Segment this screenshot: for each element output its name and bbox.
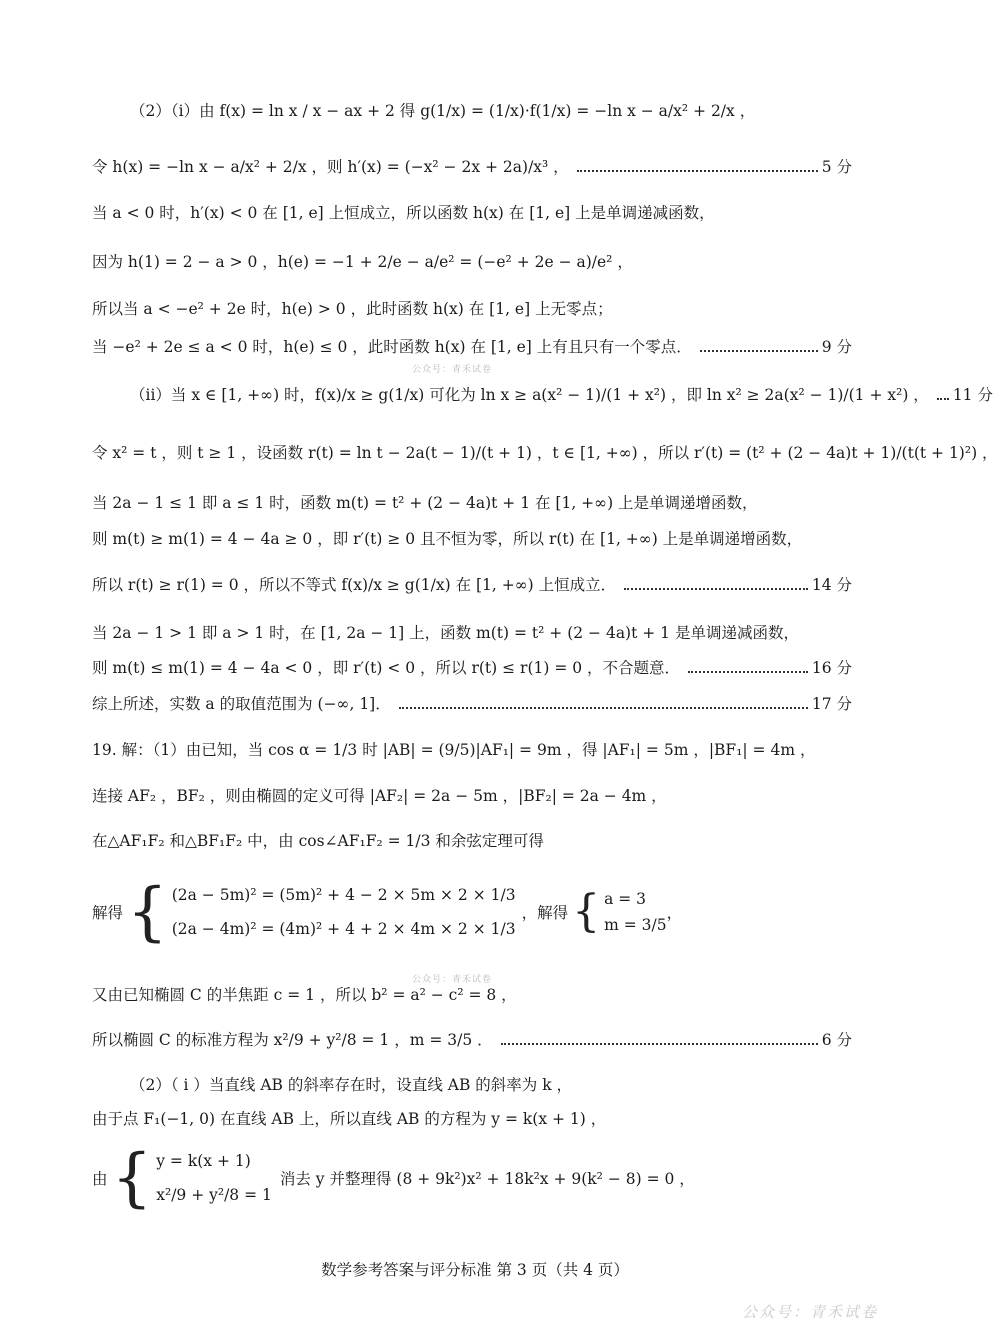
page-footer: 数学参考答案与评分标准 第 3 页（共 4 页） [321, 1261, 629, 1279]
left-brace: { [572, 886, 601, 937]
equation-2: (2a − 4m)² = (4m)² + 4 + 2 × 4m × 2 × 1/3 [171, 920, 516, 938]
solution-line-8 [92, 444, 998, 462]
line-text: 19. 解：（1）由已知，当 cos α = 1/3 时 |AB| = (9/5)|AF₁| = 9m ，得 |AF₁| = 5m ，|BF₁| = 4m ， [92, 741, 816, 759]
solution-line-7 [130, 386, 993, 404]
line-text: 当 a < 0 时，h′(x) < 0 在 [1, e] 上恒成立，所以函数 h(x) 在 [1, e] 上是单调递减函数， [92, 204, 715, 222]
equation-system-2 [92, 1141, 695, 1215]
line-text: 令 x² = t ，则 t ≥ 1 ，设函数 r(t) = ln t − 2a(t − 1)/(t + 1) ，t ∈ [1, +∞) ，所以 r′(t) = (t² + (2 − 4a)t + 1)/(t(t + 1)²) ， [92, 444, 998, 462]
system-mid-text: ，解得 [521, 904, 569, 922]
line-text: （ii）当 x ∈ [1, +∞) 时，f(x)/x ≥ g(1/x) 可化为 ln x ≥ a(x² − 1)/(1 + x²) ，即 ln x² ≥ 2a(x² − 1)/(1 + x²) ， [130, 386, 929, 404]
solution-line-6 [92, 340, 852, 356]
system-rest: 消去 y 并整理得 (8 + 9k²)x² + 18k²x + 9(k² − 8) = 0 ， [279, 1170, 695, 1188]
system-label: 解得 [92, 904, 124, 922]
solution-stack [604, 890, 666, 934]
line-text: 所以 r(t) ≥ r(1) = 0 ，所以不等式 f(x)/x ≥ g(1/x) 在 [1, +∞) 上恒成立． [92, 576, 617, 594]
solution-2: m = 3/5 [604, 916, 667, 934]
line-text: 连接 AF₂ ，BF₂ ，则由椭圆的定义可得 |AF₂| = 2a − 5m ，|BF₂| = 2a − 4m ， [92, 787, 667, 805]
solution-line-4 [92, 255, 852, 271]
solution-1: a = 3 [604, 890, 647, 908]
problem-19-line-4 [92, 988, 852, 1004]
score-label: 9 分 [821, 338, 852, 356]
dotted-leader [937, 398, 949, 400]
equation-1: y = k(x + 1) [156, 1152, 251, 1170]
problem-19-line-1 [92, 743, 852, 759]
problem-19-line-3 [92, 834, 852, 850]
problem-19-line-6 [130, 1078, 852, 1094]
line-text: 因为 h(1) = 2 − a > 0 ，h(e) = −1 + 2/e − a/e² = (−e² + 2e − a)/e² ， [92, 253, 633, 271]
system-label: 由 [92, 1170, 108, 1188]
line-text: 则 m(t) ≤ m(1) = 4 − 4a < 0 ，即 r′(t) < 0 ，所以 r(t) ≤ r(1) = 0 ，不合题意． [92, 659, 681, 677]
line-text: 由于点 F₁(−1, 0) 在直线 AB 上，所以直线 AB 的方程为 y = k(x + 1) ， [92, 1110, 607, 1128]
line-text: 综上所述，实数 a 的取值范围为 (−∞, 1]． [92, 695, 391, 713]
dotted-leader [624, 588, 808, 590]
line-text: （2）（ i ）当直线 AB 的斜率存在时，设直线 AB 的斜率为 k ， [130, 1076, 573, 1094]
dotted-leader [700, 350, 818, 352]
solution-line-13 [92, 661, 852, 677]
system-end: ， [666, 904, 683, 922]
line-text: 所以椭圆 C 的标准方程为 x²/9 + y²/8 = 1 ，m = 3/5 ． [92, 1031, 493, 1049]
solution-line-10 [92, 532, 852, 548]
watermark-corner: 公众号：青禾试卷 [742, 1303, 879, 1321]
line-text: 令 h(x) = −ln x − a/x² + 2/x ，则 h′(x) = (−x² − 2x + 2a)/x³ ， [92, 158, 569, 176]
line-text: 则 m(t) ≥ m(1) = 4 − 4a ≥ 0 ，即 r′(t) ≥ 0 且不恒为零，所以 r(t) 在 [1, +∞) 上是单调递增函数， [92, 530, 803, 548]
left-brace: { [111, 1141, 153, 1215]
solution-line-3 [92, 206, 852, 222]
score-label: 17 分 [811, 695, 852, 713]
dotted-leader [501, 1043, 818, 1045]
line-text: 当 −e² + 2e ≤ a < 0 时，h(e) ≤ 0 ，此时函数 h(x) 在 [1, e] 上有且只有一个零点． [92, 338, 692, 356]
watermark-small: 公众号：青禾试卷 [412, 365, 493, 375]
solution-line-9 [92, 496, 852, 512]
line-text: 当 2a − 1 > 1 即 a > 1 时，在 [1, 2a − 1] 上，函数 m(t) = t² + (2 − 4a)t + 1 是单调递减函数， [92, 624, 799, 642]
equation-stack [156, 1152, 272, 1204]
dotted-leader [399, 707, 808, 709]
equation-1: (2a − 5m)² = (5m)² + 4 − 2 × 5m × 2 × 1/3 [171, 886, 516, 904]
solution-line-5 [92, 302, 852, 318]
solution-line-1 [130, 104, 852, 120]
line-text: （2）（i）由 f(x) = ln x / x − ax + 2 得 g(1/x) = (1/x)·f(1/x) = −ln x − a/x² + 2/x ， [130, 102, 756, 120]
equation-2: x²/9 + y²/8 = 1 [156, 1186, 272, 1204]
dotted-leader [577, 170, 818, 172]
score-label: 5 分 [821, 158, 852, 176]
line-text: 当 2a − 1 ≤ 1 即 a ≤ 1 时，函数 m(t) = t² + (2 − 4a)t + 1 在 [1, +∞) 上是单调递增函数， [92, 494, 758, 512]
score-label: 16 分 [811, 659, 852, 677]
score-label: 14 分 [811, 576, 852, 594]
solution-line-2 [92, 160, 852, 176]
problem-19-line-7 [92, 1112, 852, 1128]
line-text: 在△AF₁F₂ 和△BF₁F₂ 中，由 cos∠AF₁F₂ = 1/3 和余弦定理可得 [92, 832, 544, 850]
equation-system-1 [92, 875, 683, 949]
line-text: 所以当 a < −e² + 2e 时，h(e) > 0 ，此时函数 h(x) 在 [1, e] 上无零点； [92, 300, 613, 318]
equation-stack [172, 886, 516, 938]
problem-19-line-2 [92, 789, 852, 805]
solution-line-14 [92, 697, 852, 713]
line-text: 又由已知椭圆 C 的半焦距 c = 1 ，所以 b² = a² − c² = 8 ， [92, 986, 517, 1004]
watermark-small: 公众号：青禾试卷 [412, 975, 493, 985]
score-label: 11 分 [952, 386, 993, 404]
dotted-leader [688, 671, 808, 673]
solution-line-12 [92, 626, 852, 642]
left-brace: { [127, 875, 168, 949]
problem-19-line-5 [92, 1033, 852, 1049]
score-label: 6 分 [821, 1031, 852, 1049]
solution-line-11 [92, 578, 852, 594]
